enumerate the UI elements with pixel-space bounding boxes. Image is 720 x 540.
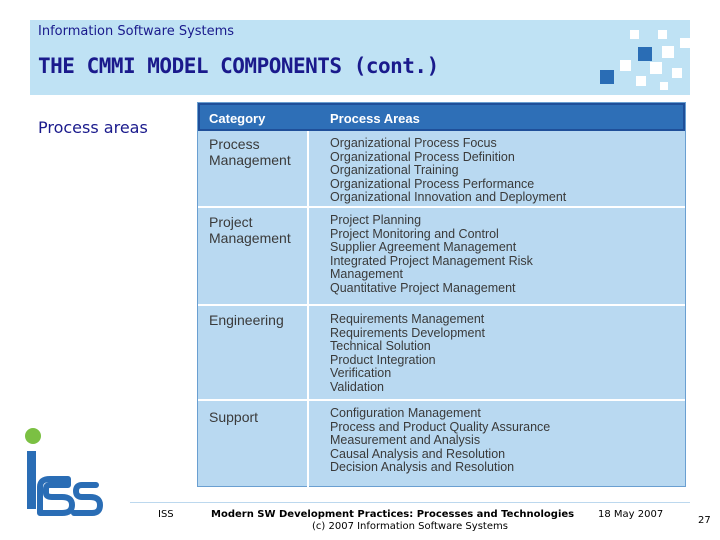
list-item: Organizational Training (330, 163, 459, 178)
list-item: Configuration Management (330, 406, 481, 420)
process-areas-list (330, 407, 550, 475)
footer-course-title: Modern SW Development Practices: Processes and Technologies (211, 509, 575, 520)
row-divider (198, 399, 685, 401)
row-divider (198, 304, 685, 306)
process-areas-table (197, 102, 686, 487)
footer-date: 18 May 2007 (598, 509, 664, 520)
list-item: Causal Analysis and Resolution (330, 446, 506, 461)
list-item: Technical Solution (330, 339, 431, 354)
list-item: Quantitative Project Management (330, 280, 516, 295)
slide-title: THE CMMI MODEL COMPONENTS (cont.) (38, 54, 439, 78)
header-process-areas: Process Areas (330, 111, 420, 126)
list-item: Organizational Process Definition (330, 149, 515, 164)
list-item: Project Planning (330, 213, 422, 227)
list-item: Requirements Management (330, 312, 485, 326)
list-item: Organizational Innovation and Deployment (330, 190, 567, 205)
list-item: Organizational Process Focus (330, 136, 497, 150)
section-label: Process areas (38, 118, 148, 137)
header-category: Category (209, 111, 266, 126)
row-divider (198, 206, 685, 208)
category-line: Support (209, 409, 259, 425)
footer-divider (130, 502, 690, 503)
process-areas-list (330, 313, 485, 395)
list-item: Process and Product Quality Assurance (330, 419, 551, 434)
list-item: Measurement and Analysis (330, 433, 481, 448)
list-item: Requirements Development (330, 325, 485, 340)
category-line: Management (209, 230, 291, 246)
category-support (209, 409, 258, 425)
category-process-management (209, 136, 291, 168)
category-line: Engineering (209, 312, 284, 328)
list-item: Management (330, 267, 403, 282)
list-item: Verification (330, 366, 392, 381)
square-pattern-decoration-icon (600, 30, 695, 100)
list-item: Validation (330, 379, 384, 394)
list-item: Project Monitoring and Control (330, 226, 499, 241)
category-line: Project (209, 214, 253, 230)
org-name: Information Software Systems (38, 24, 235, 39)
list-item: Organizational Process Performance (330, 176, 535, 191)
category-project-management (209, 214, 291, 246)
list-item: Product Integration (330, 352, 436, 367)
process-areas-list (330, 214, 533, 296)
process-areas-list (330, 137, 566, 205)
category-line: Process (209, 136, 260, 152)
footer-org: ISS (158, 509, 174, 520)
list-item: Integrated Project Management Risk (330, 253, 533, 268)
category-engineering (209, 312, 284, 328)
table-header-row (198, 103, 685, 131)
footer-copyright: (c) 2007 Information Software Systems (312, 521, 508, 532)
iss-logo-icon (18, 423, 103, 518)
list-item: Supplier Agreement Management (330, 240, 517, 255)
list-item: Decision Analysis and Resolution (330, 460, 515, 475)
column-divider (307, 131, 309, 488)
page-number: 27 (698, 515, 711, 526)
category-line: Management (209, 152, 291, 168)
